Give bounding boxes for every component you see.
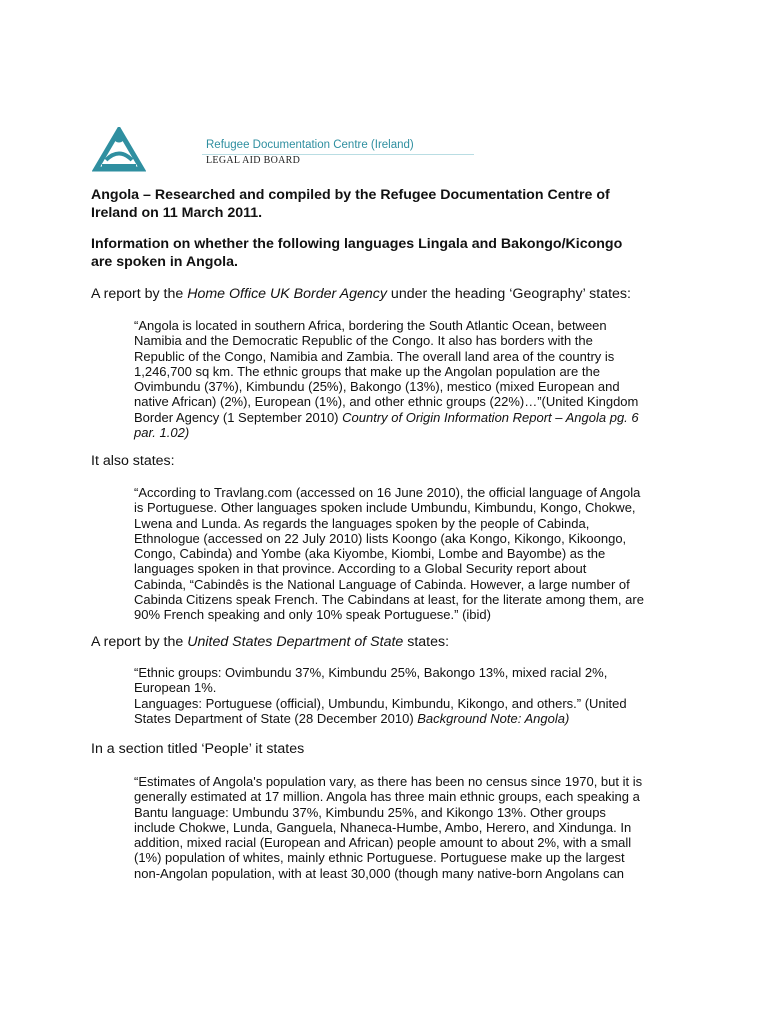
- quote-block-1: [134, 318, 694, 440]
- quote4-line: generally estimated at 17 million. Angola has three main ethnic groups, each speaking a: [134, 789, 640, 805]
- quote4-line: Bantu language: Umbundu 37%, Kimbundu 25%, and Kikongo 13%. Other groups: [134, 804, 606, 820]
- para3-source: United States Department of State: [187, 634, 404, 650]
- intro-paragraph-3: [91, 633, 691, 651]
- para3-post: states:: [403, 634, 450, 650]
- intro-paragraph-4: [91, 740, 691, 758]
- quote-block-3: [134, 665, 694, 726]
- quote1-line: 1,246,700 sq km. The ethnic groups that make up the Angolan population are the: [134, 363, 600, 379]
- logo-subtitle: LEGAL AID BOARD: [206, 155, 301, 166]
- citation-text: Border Agency (1 September 2010): [134, 409, 343, 425]
- quote2-line: Congo, Cabinda) and Yombe (aka Kiyombe, Kiombi, Lombe and Bayombe) as the: [134, 546, 606, 562]
- question-line-2: are spoken in Angola.: [91, 254, 238, 270]
- intro-paragraph-1: [91, 285, 691, 303]
- quote2-line: Cabinda, “Cabindês is the National Language of Cabinda. However, a large number of: [134, 576, 630, 592]
- quote3-citation-line: [134, 711, 694, 726]
- quote-block-4: [134, 774, 694, 881]
- para3-pre: A report by the: [91, 634, 188, 650]
- title-line-2: Ireland on 11 March 2011.: [91, 205, 263, 221]
- quote2-line: is Portuguese. Other languages spoken include Umbundu, Kimbundu, Kongo, Chokwe,: [134, 500, 636, 516]
- intro-paragraph-2: [91, 452, 691, 470]
- citation-title: Background Note: Angola): [417, 710, 570, 726]
- document-title: [91, 186, 691, 222]
- quote2-line: “According to Travlang.com (accessed on 16 June 2010), the official language of Angola: [134, 485, 641, 500]
- citation-title: par. 1.02): [134, 425, 190, 441]
- quote1-citation-line: [134, 410, 694, 425]
- quote3-line: “Ethnic groups: Ovimbundu 37%, Kimbundu 25%, Bakongo 13%, mixed racial 2%,: [134, 665, 608, 680]
- quote4-line: (1%) population of whites, mainly ethnic Portuguese. Portuguese make up the largest: [134, 850, 625, 866]
- quote4-line: “Estimates of Angola's population vary, as there has been no census since 1970, but it is: [134, 774, 643, 789]
- quote2-line: Ethnologue (accessed on 22 July 2010) lists Koongo (aka Kongo, Kikongo, Kikoongo,: [134, 530, 627, 546]
- question-line-1: Information on whether the following languages Lingala and Bakongo/Kicongo: [91, 236, 623, 252]
- quote2-line: Cabinda Citizens speak French. The Cabindans at least, for the literate among them, are: [134, 592, 644, 608]
- header-logo: [92, 127, 414, 173]
- quote1-line: Ovimbundu (37%), Kimbundu (25%), Bakongo (13%), mestico (mixed European and: [134, 379, 620, 395]
- title-line-1: Angola – Researched and compiled by the Refugee Documentation Centre of: [91, 187, 610, 203]
- research-question: [91, 235, 691, 271]
- quote1-line: “Angola is located in southern Africa, bordering the South Atlantic Ocean, between: [134, 318, 607, 333]
- quote1-line: Republic of the Congo, Namibia and Zambia. The overall land area of the country is: [134, 348, 615, 364]
- quote2-line: Lwena and Lunda. As regards the languages spoken by the people of Cabinda,: [134, 515, 590, 531]
- logo-title: Refugee Documentation Centre (Ireland): [206, 139, 414, 151]
- para2-text: It also states:: [91, 453, 175, 469]
- quote4-line: addition, mixed racial (European and African) people amount to about 2%, with a small: [134, 835, 632, 851]
- para1-post: under the heading ‘Geography’ states:: [386, 286, 631, 302]
- rdc-logo-icon: [92, 127, 146, 173]
- para1-pre: A report by the: [91, 286, 188, 302]
- quote1-line: native African) (2%), European (1%), and other ethnic groups (22%)…”(United Kingdom: [134, 394, 639, 410]
- para4-text: In a section titled ‘People’ it states: [91, 741, 305, 757]
- quote3-line: European 1%.: [134, 680, 217, 696]
- quote-block-2: [134, 485, 694, 623]
- citation-title: Country of Origin Information Report – Angola pg. 6: [342, 409, 639, 425]
- quote4-line: include Chokwe, Lunda, Ganguela, Nhaneca-Humbe, Ambo, Herero, and Xindunga. In: [134, 819, 632, 835]
- quote1-citation-line: [134, 425, 694, 440]
- quote2-line: languages spoken in that province. According to a Global Security report about: [134, 561, 587, 577]
- citation-text: States Department of State (28 December 2010): [134, 710, 418, 726]
- quote4-line: non-Angolan population, with at least 30,000 (though many native-born Angolans can: [134, 865, 625, 881]
- quote1-line: Namibia and the Democratic Republic of the Congo. It also has borders with the: [134, 333, 593, 349]
- para1-source: Home Office UK Border Agency: [187, 286, 387, 302]
- quote3-line: Languages: Portuguese (official), Umbundu, Kimbundu, Kikongo, and others.” (United: [134, 695, 627, 711]
- quote2-line: 90% French speaking and only 10% speak Portuguese.” (ibid): [134, 607, 491, 623]
